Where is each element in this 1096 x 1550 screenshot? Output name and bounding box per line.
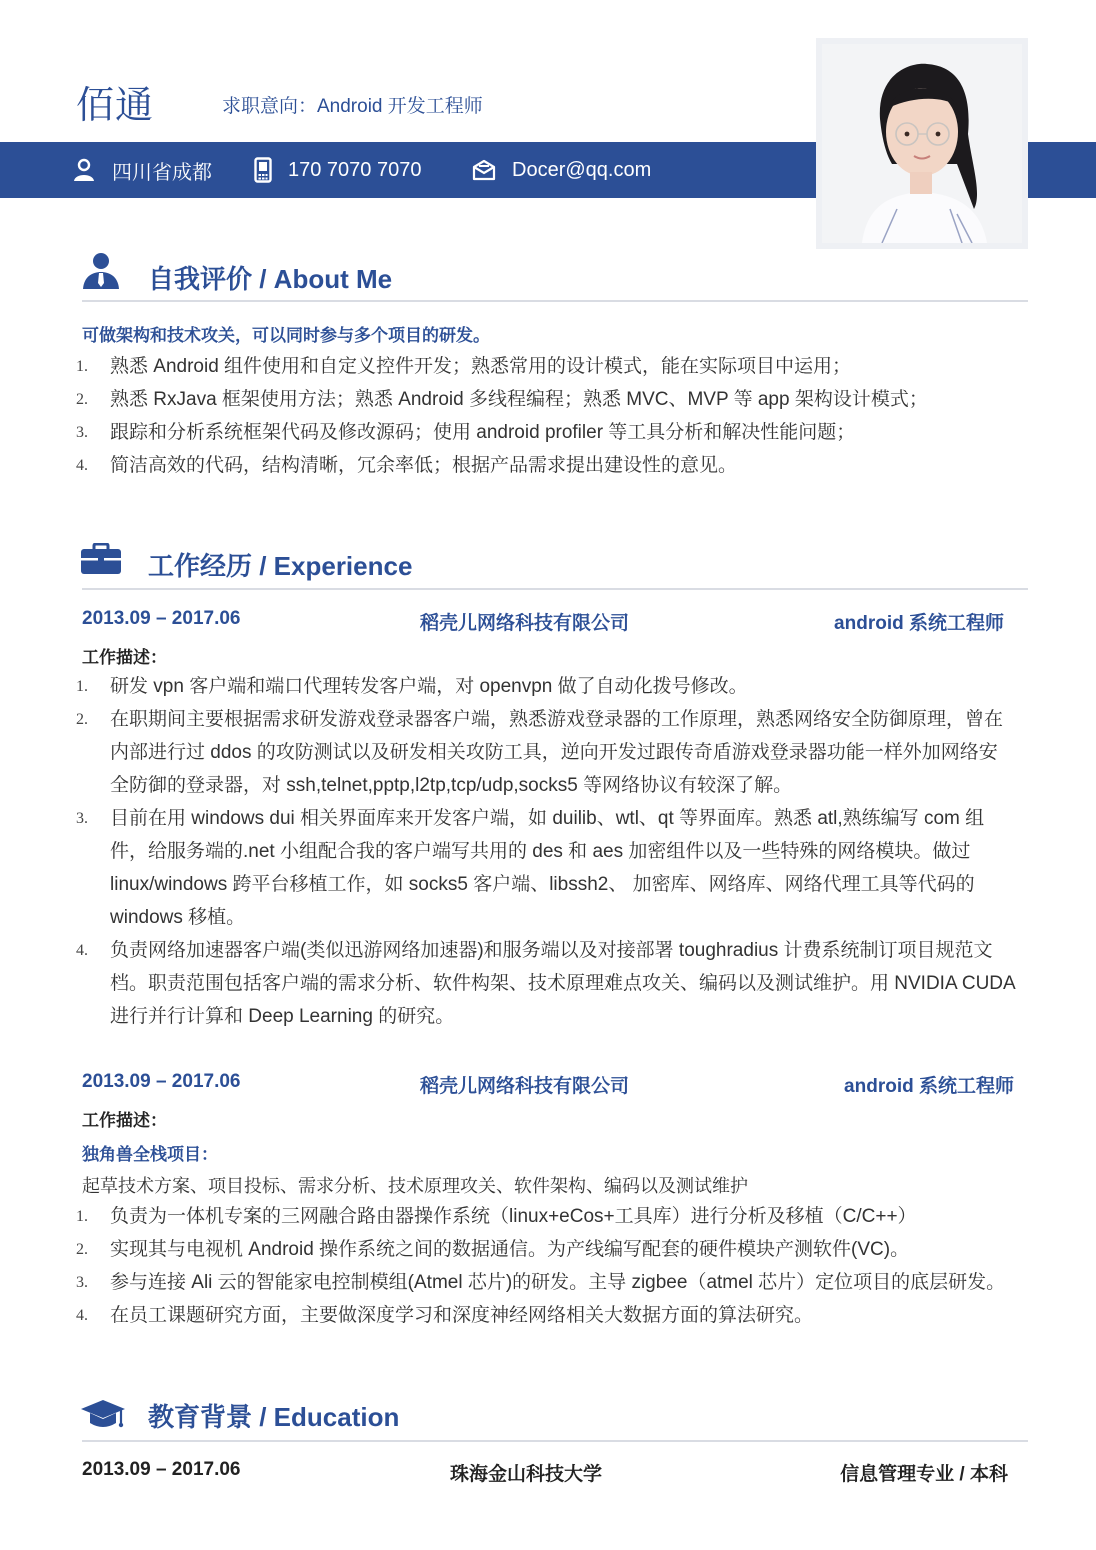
education-row (82, 1459, 1014, 1487)
list-item: 1. 研发 vpn 客户端和端口代理转发客户端，对 openvpn 做了自动化拨号修改。 (76, 670, 1016, 703)
about-lead: 可做架构和技术攻关，可以同时参与多个项目的研发。 (82, 326, 490, 345)
list-number: 1. (76, 678, 88, 695)
list-item: 4. 在员工课题研究方面，主要做深度学习和深度神经网络相关大数据方面的算法研究。 (76, 1299, 1016, 1332)
list-item: 2. 在职期间主要根据需求研发游戏登录器客户端，熟悉游戏登录器的工作原理，熟悉网络安全防御原理，曾在内部进行过 ddos 的攻防测试以及研发相关攻防工具，逆向开发过跟传奇盾游戏登录器功能一样外加网络安全防御的登录器，对 ssh,telnet,pptp,l2tp,tcp/udp,socks5 等网络协议有较深了解。 (76, 703, 1016, 802)
location-text: 四川省成都 (112, 161, 212, 184)
education-school: 珠海金山科技大学 (450, 1464, 603, 1485)
job-2-desc-label: 工作描述： (82, 1111, 167, 1130)
list-item: 3. 参与连接 Ali 云的智能家电控制模组(Atmel 芯片)的研发。主导 zigbee（atmel 芯片）定位项目的底层研发。 (76, 1266, 1016, 1299)
list-number: 1. (76, 1208, 88, 1225)
job-2-project-label: 独角兽全栈项目： (82, 1145, 218, 1164)
job-2-company: 稻壳儿网络科技有限公司 (420, 1076, 630, 1097)
list-item: 1. 负责为一体机专案的三网融合路由器操作系统（linux+eCos+工具库）进行分析及移植（C/C++） (76, 1200, 1016, 1233)
contact-phone (254, 157, 421, 183)
job-1-list (76, 670, 1016, 1033)
list-number: 2. (76, 1241, 88, 1258)
contact-location (72, 157, 212, 183)
list-item: 4. 负责网络加速器客户端(类似迅游网络加速器)和服务端以及对接部署 toughradius 计费系统制订项目规范文档。职责范围包括客户端的需求分析、软件构架、技术原理难点攻关、编码以及测试维护。用 NVIDIA CUDA 进行并行计算和 Deep Learning 的研究。 (76, 934, 1016, 1033)
list-number: 1. (76, 358, 88, 375)
about-list (76, 350, 1016, 482)
portrait-image (822, 44, 1022, 243)
list-number: 3. (76, 1274, 88, 1291)
list-item: 4. 简洁高效的代码，结构清晰，冗余率低；根据产品需求提出建设性的意见。 (76, 449, 1016, 482)
list-item: 2. 熟悉 RxJava 框架使用方法；熟悉 Android 多线程编程；熟悉 MVC、MVP 等 app 架构设计模式； (76, 383, 1016, 416)
contact-email (472, 157, 651, 183)
job-1-date: 2013.09 – 2017.06 (82, 608, 241, 629)
education-divider (82, 1440, 1028, 1442)
job-1-header (82, 608, 1014, 636)
education-major: 信息管理专业 / 本科 (840, 1464, 1008, 1485)
job-2-list (76, 1200, 1016, 1332)
job-2-header (82, 1071, 1014, 1099)
location-person-icon (72, 158, 96, 182)
experience-divider (82, 588, 1028, 590)
candidate-name: 佰通 (76, 85, 155, 127)
list-number: 2. (76, 711, 88, 728)
job-2-date: 2013.09 – 2017.06 (82, 1071, 241, 1092)
list-item: 1. 熟悉 Android 组件使用和自定义控件开发；熟悉常用的设计模式，能在实际项目中运用； (76, 350, 1016, 383)
phone-icon (254, 157, 272, 183)
job-2-role: android 系统工程师 (844, 1076, 1014, 1097)
list-item: 3. 目前在用 windows dui 相关界面库来开发客户端，如 duilib、wtl、qt 等界面库。熟悉 atl,熟练编写 com 组件，给服务端的.net 小组配合我的客户端写共用的 des 和 aes 加密组件以及一些特殊的网络模块。做过 linux/windows 跨平台移植工作，如 socks5 客户端、libssh2、 加密库、网络库、网络代理工具等代码的 windows 移植。 (76, 802, 1016, 934)
list-number: 3. (76, 424, 88, 441)
list-number: 2. (76, 391, 88, 408)
email-text[interactable]: Docer@qq.com (512, 158, 652, 181)
list-item: 3. 跟踪和分析系统框架代码及修改源码；使用 android profiler 等工具分析和解决性能问题； (76, 416, 1016, 449)
list-number: 3. (76, 810, 88, 827)
profile-photo (816, 38, 1028, 249)
briefcase-icon (80, 543, 122, 575)
list-number: 4. (76, 942, 88, 959)
about-section-title: 自我评价 / About Me (148, 264, 393, 294)
mail-icon (472, 158, 496, 182)
about-divider (82, 300, 1028, 302)
job-1-company: 稻壳儿网络科技有限公司 (420, 613, 630, 634)
list-item: 2. 实现其与电视机 Android 操作系统之间的数据通信。为产线编写配套的硬件模块产测软件(VC)。 (76, 1233, 1016, 1266)
person-tie-icon (80, 252, 122, 290)
experience-section-title: 工作经历 / Experience (148, 551, 413, 581)
job-1-desc-label: 工作描述： (82, 648, 167, 667)
list-number: 4. (76, 457, 88, 474)
education-date: 2013.09 – 2017.06 (82, 1459, 241, 1480)
job-2-summary: 起草技术方案、项目投标、需求分析、技术原理攻关、软件架构、编码以及测试维护 (82, 1176, 748, 1196)
graduation-cap-icon (80, 1398, 126, 1432)
job-intent: 求职意向：Android 开发工程师 (222, 96, 483, 117)
education-section-title: 教育背景 / Education (148, 1402, 400, 1432)
phone-text[interactable]: 170 7070 7070 (288, 158, 422, 181)
job-1-role: android 系统工程师 (834, 613, 1004, 634)
list-number: 4. (76, 1307, 88, 1324)
